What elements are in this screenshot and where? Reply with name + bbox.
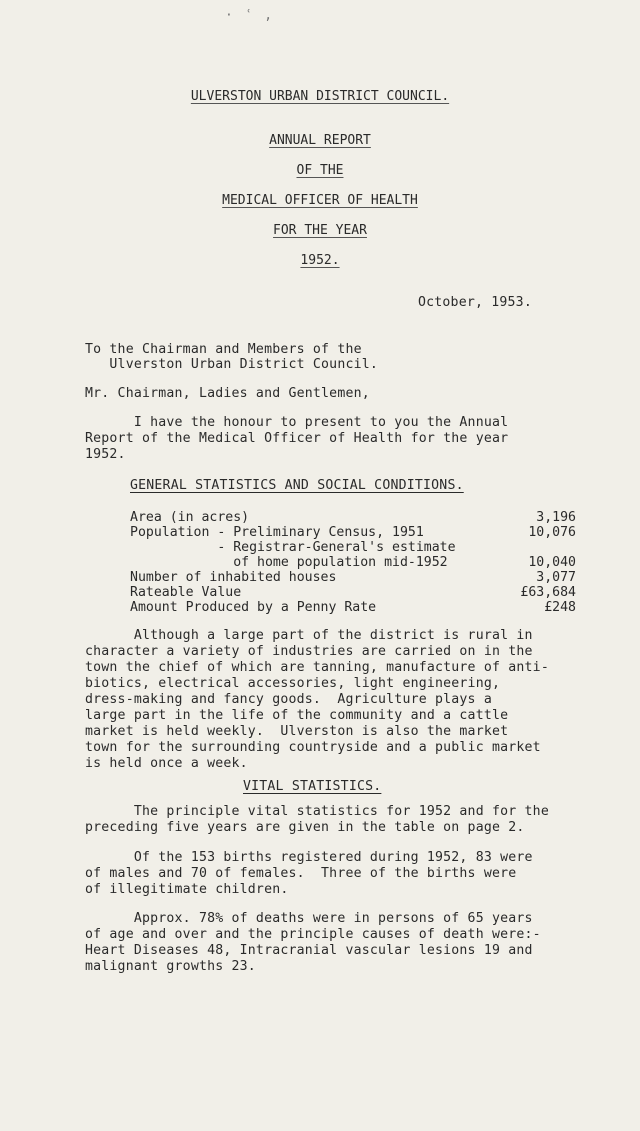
stat-row: [130, 600, 600, 615]
stat-value: £248: [544, 600, 576, 615]
vital-p2-line-3: of illegitimate children.: [85, 882, 289, 897]
general-statistics-heading: GENERAL STATISTICS AND SOCIAL CONDITIONS.: [130, 478, 464, 493]
social-line-3: town the chief of which are tanning, manufacture of anti-: [85, 660, 549, 675]
vital-p2-line-1: Of the 153 births registered during 1952, 83 were: [85, 850, 533, 865]
vital-p3-line-4: malignant growths 23.: [85, 959, 256, 974]
stat-row: [130, 555, 600, 570]
address-line-2: Ulverston Urban District Council.: [85, 357, 379, 372]
salutation: Mr. Chairman, Ladies and Gentlemen,: [85, 386, 370, 401]
social-line-4: biotics, electrical accessories, light engineering,: [85, 676, 501, 691]
social-line-5: dress-making and fancy goods. Agriculture plays a: [85, 692, 492, 707]
intro-line-3: 1952.: [85, 447, 126, 462]
social-line-7: market is held weekly. Ulverston is also the market: [85, 724, 509, 739]
stat-value: 10,040: [528, 555, 576, 570]
stat-value: 10,076: [528, 525, 576, 540]
social-line-1: Although a large part of the district is rural in: [85, 628, 533, 643]
stat-value: £63,684: [520, 585, 576, 600]
report-title-line-4: FOR THE YEAR: [273, 223, 367, 238]
intro-line-1: I have the honour to present to you the Annual: [85, 415, 509, 430]
social-line-8: town for the surrounding countryside and a public market: [85, 740, 541, 755]
stat-label: Number of inhabited houses: [130, 570, 337, 585]
report-title-line-2: OF THE: [296, 163, 344, 178]
vital-p1-line-2: preceding five years are given in the table on page 2.: [85, 820, 525, 835]
stat-row: [130, 570, 600, 585]
vital-p3-line-1: Approx. 78% of deaths were in persons of 65 years: [85, 911, 533, 926]
intro-line-2: Report of the Medical Officer of Health for the year: [85, 431, 509, 446]
stat-row: [130, 525, 600, 540]
stat-label: Population - Preliminary Census, 1951: [130, 525, 424, 540]
stat-value: 3,196: [536, 510, 576, 525]
address-line-1: To the Chairman and Members of the: [85, 342, 362, 357]
stat-label: Area (in acres): [130, 510, 250, 525]
stat-label: - Registrar-General's estimate: [130, 540, 456, 555]
stat-label: of home population mid-1952: [130, 555, 448, 570]
vital-p1-line-1: The principle vital statistics for 1952 and for the: [85, 804, 549, 819]
stat-label: Amount Produced by a Penny Rate: [130, 600, 377, 615]
social-line-2: character a variety of industries are carried on in the: [85, 644, 533, 659]
report-date: October, 1953.: [418, 295, 532, 310]
social-line-6: large part in the life of the community and a cattle: [85, 708, 509, 723]
vital-p3-line-2: of age and over and the principle causes of death were:-: [85, 927, 541, 942]
vital-p2-line-2: of males and 70 of females. Three of the births were: [85, 866, 517, 881]
vital-p3-line-3: Heart Diseases 48, Intracranial vascular lesions 19 and: [85, 943, 533, 958]
page-mark: · ʿ ,: [225, 8, 275, 23]
report-year: 1952.: [300, 253, 340, 268]
vital-statistics-heading: VITAL STATISTICS.: [243, 779, 382, 794]
council-title: ULVERSTON URBAN DISTRICT COUNCIL.: [190, 89, 450, 104]
stat-row: [130, 585, 600, 600]
report-title-line-3: MEDICAL OFFICER OF HEALTH: [222, 193, 418, 208]
stat-row: [130, 540, 600, 555]
stat-label: Rateable Value: [130, 585, 242, 600]
social-line-9: is held once a week.: [85, 756, 248, 771]
report-title-line-1: ANNUAL REPORT: [269, 133, 371, 148]
stat-value: 3,077: [536, 570, 576, 585]
stat-row: [130, 510, 600, 525]
